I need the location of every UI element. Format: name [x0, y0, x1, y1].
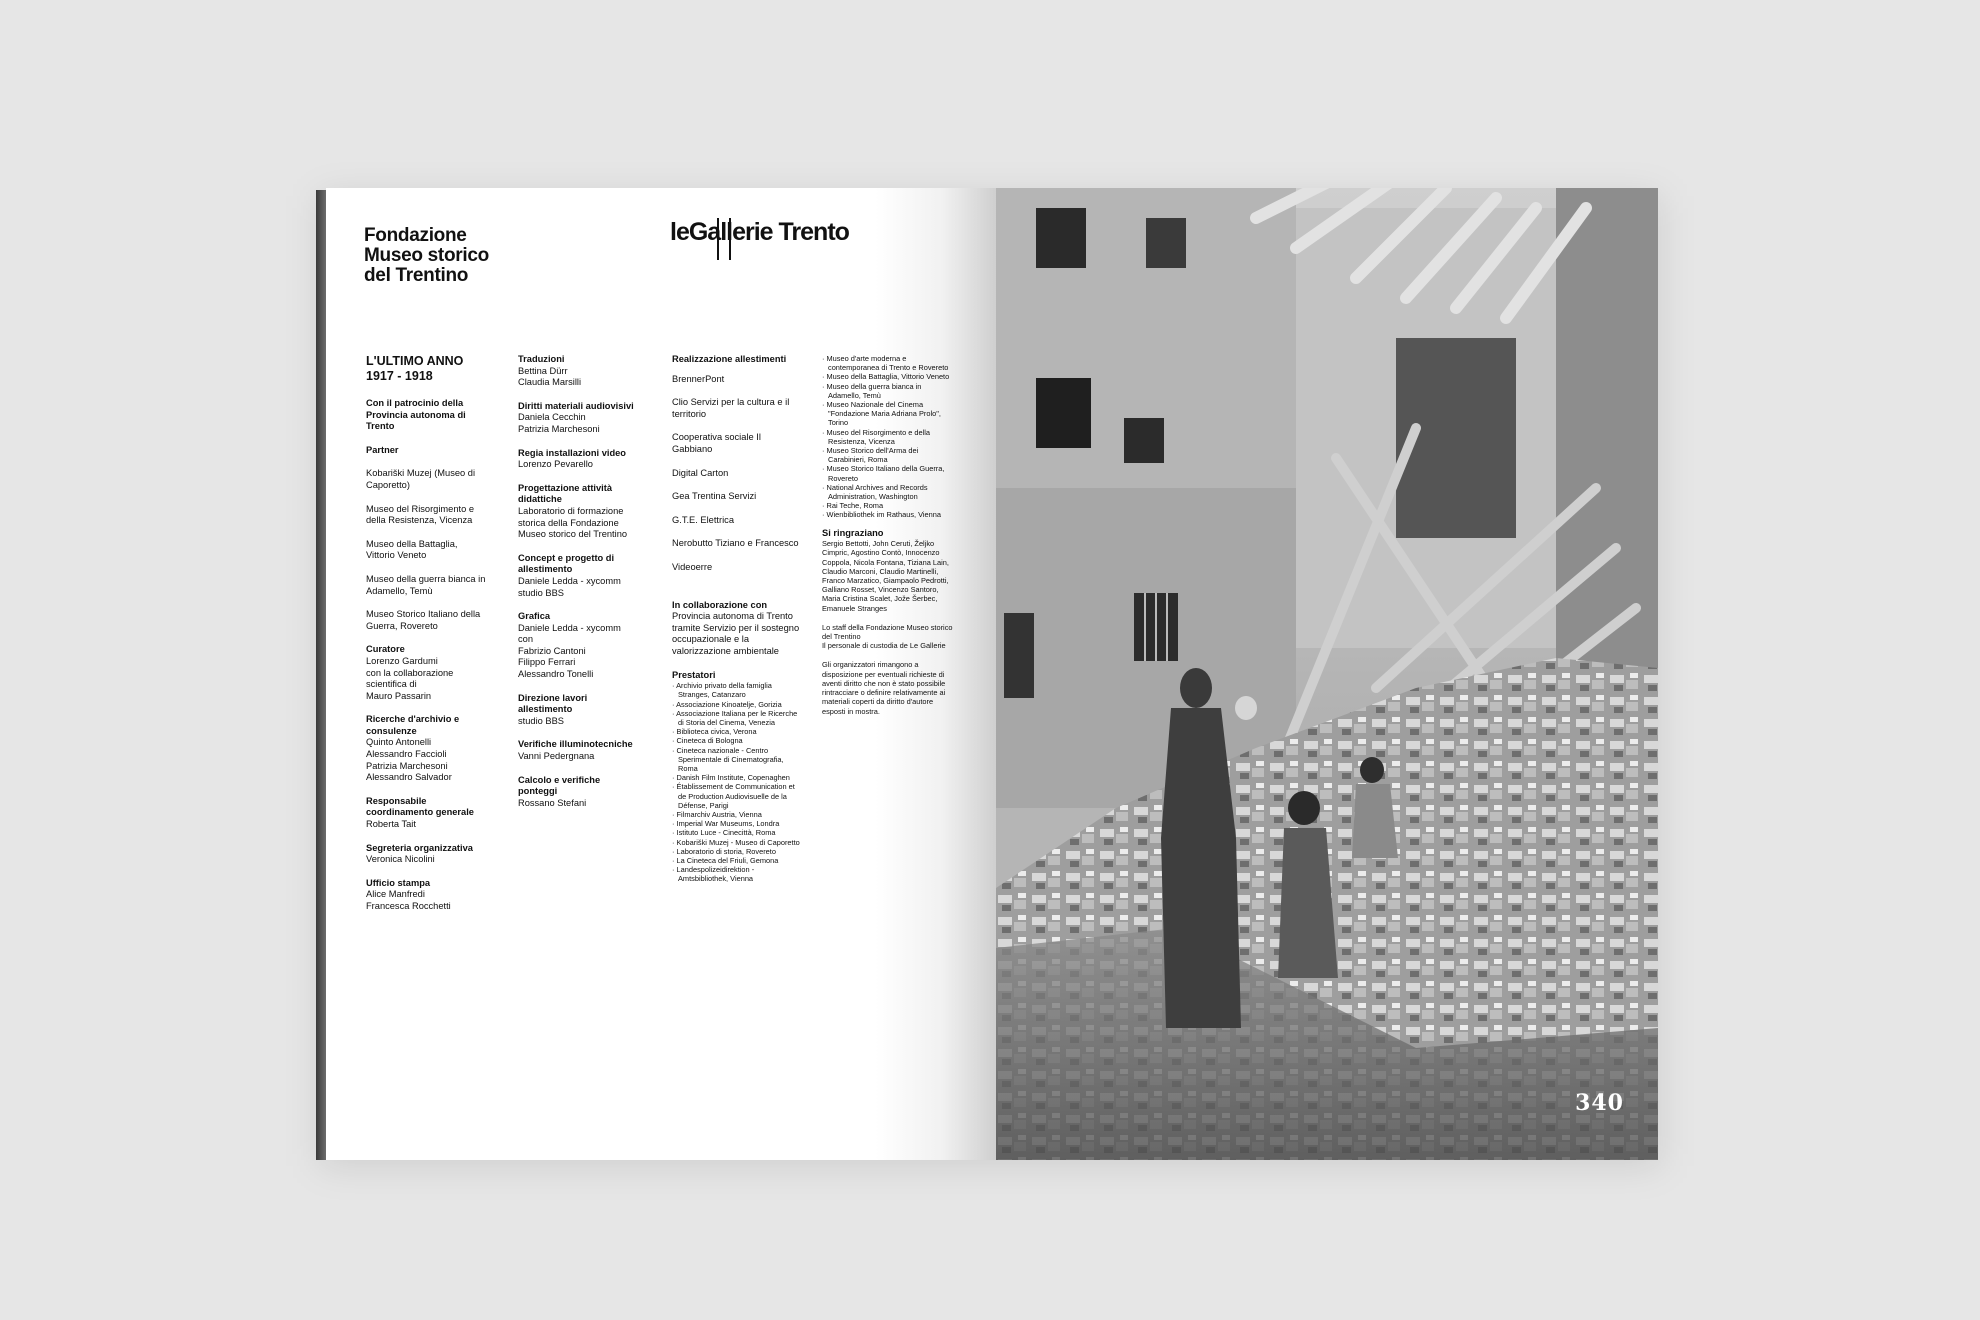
credit-line: Museo del Risorgimento e della Resistenza, Vicenza — [366, 503, 474, 526]
window — [1004, 613, 1034, 698]
credit-line: Quinto Antonelli — [366, 737, 432, 748]
credit-heading: Grafica — [518, 611, 551, 622]
thanks-text: Sergio Bettotti, John Ceruti, Željko Cimpric, Agostino Contò, Innocenzo Coppola, Nicola Fontana, Tiziana Lain, Claudio Marconi, Claudio Martinelli, Franco Marzatico, Giampaolo Pedrotti, Galliano Rosset, Vincenzo Santoro, Maria Cristina Scalet, Jože Šerbec, Emanuele Stranges — [822, 539, 949, 613]
credit-line: studio BBS — [518, 715, 564, 726]
list-item: G.T.E. Elettrica — [672, 514, 734, 525]
credit-heading: Calcolo e verifiche ponteggi — [518, 774, 601, 797]
credit-line: Museo della guerra bianca in Adamello, Temù — [366, 573, 486, 596]
credit-line: con la collaborazione scientifica di — [366, 667, 454, 690]
list-item: · Établissement de Communication et de Production Audiovisuelle de la Défense, Parigi — [672, 782, 800, 810]
list-item: · Museo Storico dell'Arma dei Carabinieri, Roma — [822, 446, 954, 464]
credit-line: Laboratorio di formazione storica della Fondazione Museo storico del Trentino — [518, 505, 628, 540]
credit-line: Mauro Passarin — [366, 690, 432, 701]
credit-heading: Traduzioni — [518, 354, 565, 364]
credit-heading: Ricerche d'archivio e consulenze — [366, 714, 460, 736]
credit-heading: Ufficio stampa — [366, 877, 431, 888]
list-item: Clio Servizi per la cultura e il territorio — [672, 397, 790, 419]
credit-block — [518, 775, 638, 810]
credit-line: Alessandro Salvador — [366, 772, 452, 783]
credit-line: Vanni Pedergnana — [518, 751, 595, 762]
credit-block — [366, 445, 486, 457]
staff-text: Lo staff della Fondazione Museo storico del Trentino — [822, 622, 953, 642]
list-item: · Wienbibliothek im Rathaus, Vienna — [822, 510, 954, 519]
credit-line: Alice Manfredi — [366, 889, 425, 900]
list-item: Gea Trentina Servizi — [672, 491, 757, 502]
list-item: · Museo della guerra bianca in Adamello, Temù — [822, 382, 954, 400]
left-page — [326, 188, 996, 1160]
window — [1124, 418, 1164, 463]
credit-block — [518, 739, 638, 762]
title-line: L'ULTIMO ANNO — [366, 354, 464, 368]
credit-line: Lorenzo Gardumi — [366, 655, 438, 666]
list-item: · Museo del Risorgimento e della Resistenza, Vicenza — [822, 428, 954, 446]
right-page — [996, 188, 1658, 1160]
credit-block — [518, 401, 638, 436]
credit-block — [518, 553, 638, 599]
credit-heading: Con il patrocinio della Provincia autonoma di Trento — [366, 398, 466, 432]
window — [1146, 218, 1186, 268]
logo-line: Fondazione — [364, 225, 467, 246]
list-item: · Imperial War Museums, Londra — [672, 819, 800, 828]
logo-line: Museo storico — [364, 245, 489, 266]
credit-block — [366, 878, 486, 913]
section-heading: Prestatori — [672, 669, 716, 680]
list-item: · Archivio privato della famiglia Stranges, Catanzaro — [672, 681, 800, 699]
credit-blocks — [366, 398, 486, 913]
list-item: · Laboratorio di storia, Rovereto — [672, 847, 800, 856]
credit-block — [366, 796, 486, 831]
list-item: · Biblioteca civica, Verona — [672, 727, 800, 736]
list-item: · Associazione Kinoatelje, Gorizia — [672, 700, 800, 709]
fondazione-logo — [364, 226, 564, 286]
credits-column-2 — [518, 354, 638, 821]
credit-heading: Progettazione attività didattiche — [518, 482, 613, 505]
credit-line: Veronica Nicolini — [366, 854, 435, 865]
credit-line: studio BBS — [518, 587, 564, 598]
credit-line: Claudia Marsilli — [518, 377, 582, 388]
list-item: · Landespolizeidirektion - Amtsbibliothek, Vienna — [672, 865, 800, 883]
credit-heading: Curatore — [366, 644, 405, 655]
credit-block — [518, 611, 638, 681]
credit-heading: Partner — [366, 444, 399, 455]
credit-line: Francesca Rocchetti — [366, 901, 451, 911]
list-item: · Danish Film Institute, Copenaghen — [672, 773, 800, 782]
credit-heading: Segreteria organizzativa — [366, 842, 473, 853]
credit-line: Daniele Ledda - xycomm — [518, 622, 621, 633]
logo-line: del Trentino — [364, 265, 469, 286]
list-item: · Cineteca nazionale - Centro Sperimentale di Cinematografia, Roma — [672, 746, 800, 774]
infant-figure — [1235, 696, 1257, 720]
list-item: · Associazione Italiana per le Ricerche di Storia del Cinema, Venezia — [672, 709, 800, 727]
credit-block — [366, 398, 486, 433]
credit-heading: Direzione lavori allestimento — [518, 692, 588, 715]
list-item: · Museo della Battaglia, Vittorio Veneto — [822, 372, 954, 381]
gallerie-logo: leGallerie Trento — [670, 218, 849, 246]
credit-block — [366, 843, 486, 866]
credit-line: Museo della Battaglia, Vittorio Veneto — [366, 538, 458, 561]
list-item: · Museo Storico Italiano della Guerra, Rovereto — [822, 464, 954, 482]
realizzazione-list — [672, 374, 800, 574]
list-item: · National Archives and Records Administration, Washington — [822, 483, 954, 501]
credit-line: Rossano Stefani — [518, 797, 587, 808]
credit-block — [366, 504, 486, 527]
ruins-photo-illustration — [996, 188, 1658, 1160]
list-item: · Museo d'arte moderna e contemporanea di Trento e Rovereto — [822, 354, 954, 372]
credit-block — [518, 448, 638, 471]
credit-block — [366, 609, 486, 632]
list-item: · Museo Nazionale del Cinema "Fondazione Maria Adriana Prolo", Torino — [822, 400, 954, 428]
list-item: · Kobariški Muzej - Museo di Caporetto — [672, 838, 800, 847]
list-item: Cooperativa sociale Il Gabbiano — [672, 432, 761, 454]
prestatori-list-continued — [822, 354, 954, 520]
credit-block — [366, 539, 486, 562]
credit-heading: Regia installazioni video — [518, 447, 626, 458]
prestatori-list — [672, 681, 800, 883]
credit-heading: Responsabile coordinamento generale — [366, 795, 474, 818]
credit-heading: Concept e progetto di allestimento — [518, 552, 615, 575]
credit-line: con — [518, 634, 533, 645]
copyright-note: Gli organizzatori rimangono a disposizione per eventuali richieste di aventi diritto che non è stato possibile rintracciare o definire relativamente ai materiali coperti da diritto d'autore esposti in mostra. — [822, 660, 946, 716]
credit-line: Fabrizio Cantoni — [518, 645, 586, 656]
credit-block — [366, 468, 486, 491]
list-item: Videoerre — [672, 561, 713, 572]
credit-blocks — [518, 354, 638, 809]
credit-line: Alessandro Tonelli — [518, 669, 594, 680]
credit-line: Museo Storico Italiano della Guerra, Rovereto — [366, 609, 481, 631]
credit-line: Bettina Dürr — [518, 365, 568, 376]
credit-block — [366, 574, 486, 597]
credit-line: Filippo Ferrari — [518, 657, 576, 668]
gallerie-logo-mark — [717, 218, 731, 260]
title-line: 1917 - 1918 — [366, 369, 433, 383]
section-heading: Si ringraziano — [822, 527, 884, 538]
credit-line: Patrizia Marchesoni — [366, 760, 448, 771]
list-item: · Cineteca di Bologna — [672, 736, 800, 745]
credit-block — [518, 354, 638, 389]
credit-line: Patrizia Marchesoni — [518, 423, 600, 434]
section-heading: In collaborazione con — [672, 599, 768, 610]
collaborazione-text: Provincia autonoma di Trento tramite Servizio per il sostegno occupazionale e la valorizzazione ambientale — [672, 611, 800, 656]
list-item: · Filmarchiv Austria, Vienna — [672, 810, 800, 819]
credit-line: Lorenzo Pevarello — [518, 459, 593, 470]
archival-photo — [996, 188, 1658, 1160]
list-item: Digital Carton — [672, 467, 729, 478]
list-item: · Rai Teche, Roma — [822, 501, 954, 510]
credit-block — [518, 693, 638, 728]
credit-block — [366, 644, 486, 702]
section-heading: Realizzazione allestimenti — [672, 354, 787, 364]
exhibition-title — [366, 354, 486, 384]
credit-line: Roberta Tait — [366, 819, 416, 830]
credits-column-1 — [366, 354, 486, 925]
credit-line: Alessandro Faccioli — [366, 749, 447, 760]
list-item: BrennerPont — [672, 373, 725, 384]
credit-heading: Verifiche illuminotecniche — [518, 739, 633, 750]
credit-heading: Diritti materiali audiovisivi — [518, 400, 634, 411]
credits-column-3 — [672, 354, 800, 884]
list-item: · Istituto Luce - Cinecittà, Roma — [672, 828, 800, 837]
window — [1036, 378, 1091, 448]
credit-line: Daniele Ledda - xycomm — [518, 575, 621, 586]
credit-block — [518, 483, 638, 541]
photo-number: 340 — [1575, 1090, 1624, 1116]
list-item: Nerobutto Tiziano e Francesco — [672, 538, 799, 549]
window — [1036, 208, 1086, 268]
custodia-text: Il personale di custodia de Le Gallerie — [822, 641, 946, 651]
credit-line: Daniela Cecchin — [518, 412, 586, 423]
credit-block — [366, 714, 486, 784]
credit-line: Kobariški Muzej (Museo di Caporetto) — [366, 468, 476, 490]
credits-column-4 — [822, 354, 954, 716]
list-item: · La Cineteca del Friuli, Gemona — [672, 856, 800, 865]
